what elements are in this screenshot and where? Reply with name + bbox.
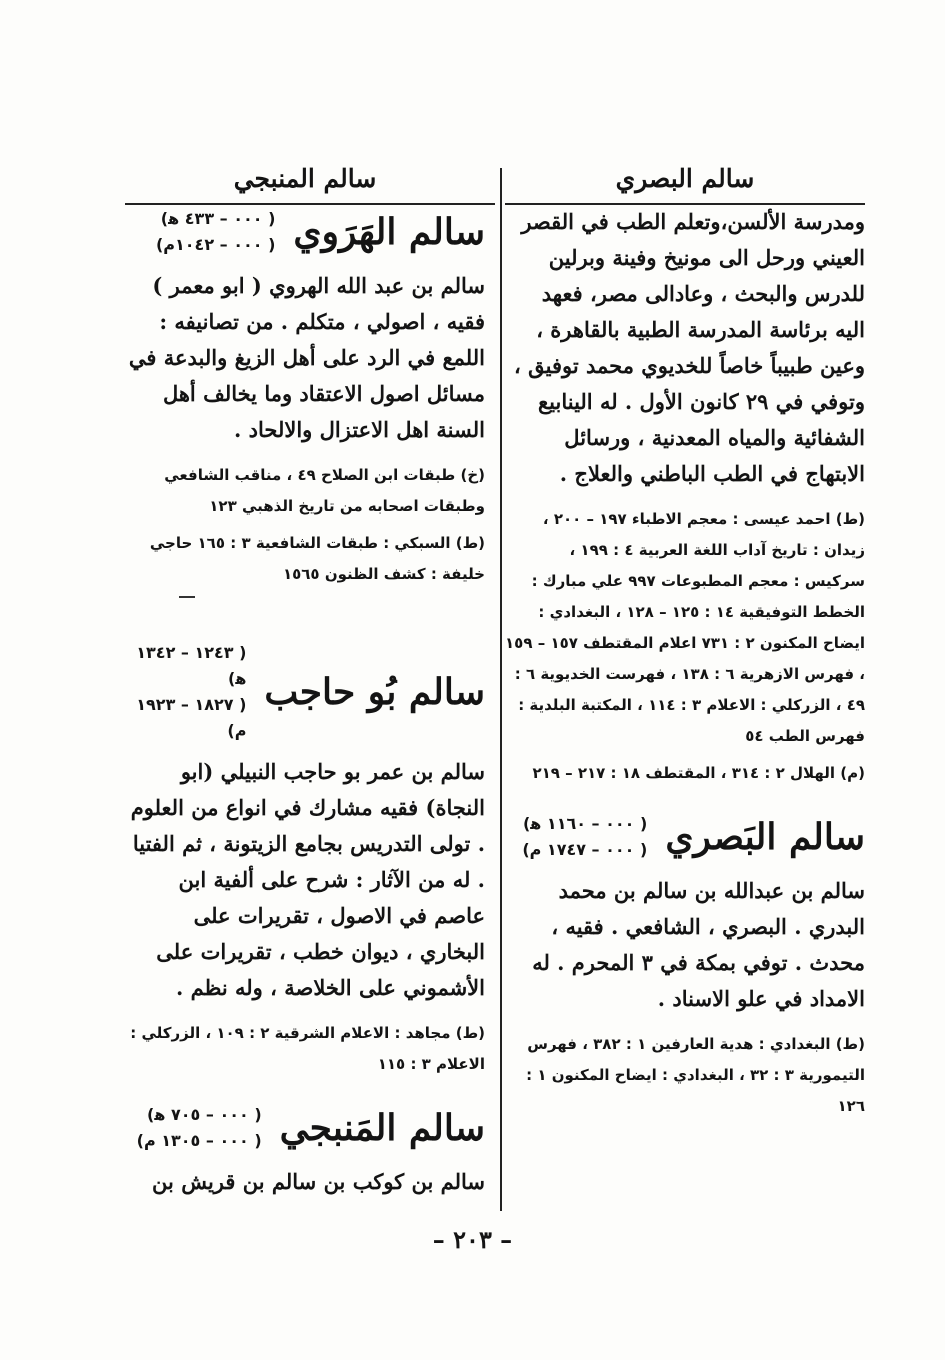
entry-references: [125, 1018, 485, 1080]
entry-body: سالم بن عمر بو حاجب النبيلي (ابو النجاة) فقيه مشارك في انواع من العلوم . تولى التدريس بجامع الزيتونة ، ثم الفتيا . له من الآثار : شرح على ألفية ابن عاصم في الاصول ، تقريرات على البخاري ، ديوان خطب ، تقريرات على الأشموني على الخلاصة ، وله نظم .: [130, 759, 485, 1000]
entry-title: سالم بُو حاجب: [264, 671, 485, 713]
spacer: [505, 795, 865, 805]
entry-dates: [156, 206, 275, 258]
entry-heading: [125, 1102, 485, 1154]
entry-salim-al-harawi: [125, 206, 485, 598]
entry-title: سالم البَصري: [665, 816, 865, 858]
entry-heading: [125, 640, 485, 744]
reference-printed: (ط) البغدادي : هدية العارفين ١ : ٣٨٢ ، فهرس التيمورية ٣ : ٣٢ ، البغدادي : ايضاح المكنون ١ : ١٢٦: [526, 1035, 865, 1115]
running-head-right: سالم البصري: [615, 164, 755, 193]
entry-salim-bu-hajib: [125, 640, 485, 1080]
spacer: [125, 598, 485, 634]
spacer: [125, 1086, 485, 1096]
date-gregorian: ( ٠٠٠ – ١٧٤٧ م): [522, 840, 648, 859]
date-gregorian: ( ٠٠٠ – ١٣٠٥ م): [136, 1131, 262, 1150]
reference-printed: (ط) احمد عيسى : معجم الاطباء ١٩٧ – ٢٠٠ ، زيدان : تاريخ آداب اللغة العربية ٤ : ١٩٩ ، سركيس : معجم المطبوعات ٩٩٧ علي مبارك : الخطط التوفيقية ١٤ : ١٢٥ – ١٢٨ ، البغدادي : ايضاح المكنون ٢ : ٧٣١ اعلام المقتطف ١٥٧ – ١٥٩ ، فهرس الازهرية ٦ : ١٣٨ ، فهرست الخديوية ٦ : ٤٩ ، الزركلي : الاعلام ٣ : ١١٤ ، المكتبة البلدية : فهرس الطب ٥٤: [505, 510, 865, 745]
entry-salim-al-manbiji: [125, 1102, 485, 1200]
entry-dates: [522, 811, 647, 863]
entry-continuation-text: ومدرسة الألسن،وتعلم الطب في القصر العيني ورحل الى مونيخ وفينة وبرلين للدرس والبحث ، وعادالى مصر، فعهد اليه برئاسة المدرسة الطبية بالقاهرة ، وعين طبيباً خاصاً للخديوي محمد توفيق ، وتوفي في ٢٩ كانون الأول . له الينابيع الشفائية والمياه المعدنية ، ورسائل الابتهاج في الطب الباطني والعلاج .: [514, 209, 865, 486]
right-column: [505, 150, 865, 1128]
entry-title: سالم المَنبجي: [279, 1107, 485, 1149]
page-number: – ٢٠٣ –: [432, 1225, 513, 1254]
entry-references: [125, 460, 485, 590]
reference-periodicals: (م) الهلال ٢ : ٣١٤ ، المقتطف ١٨ : ٢١٧ – ٢١٩: [532, 764, 865, 782]
entry-body: سالم بن كوكب بن سالم بن قريش بن: [152, 1169, 485, 1194]
running-head-left: سالم المنبجي: [233, 164, 377, 193]
date-gregorian: ( ٠٠٠ – ١٠٤٢م): [155, 235, 276, 254]
entry-dates: [125, 640, 246, 744]
entry-continuation-references: [505, 504, 865, 789]
date-hijri: ( ١٢٤٣ – ١٣٤٢ ﻫ): [136, 643, 247, 688]
entry-references: [505, 1029, 865, 1122]
entry-body: سالم بن عبد الله الهروي ( ابو معمر ) فقيه ، اصولي ، متكلم . من تصانيفه : اللمع في الرد على أهل الزيغ والبدعة في مسائل اصول الاعتقاد وما يخالف أهل السنة اهل الاعتزال والالحاد .: [128, 273, 485, 442]
date-hijri: ( ٠٠٠ – ٧٠٥ ﻫ): [147, 1105, 262, 1124]
entry-title: سالم الهَرَوي: [293, 211, 485, 253]
reference-printed: (ط) مجاهد : الاعلام الشرقية ٢ : ١٠٩ ، الزركلي : الاعلام ٣ : ١١٥: [130, 1024, 485, 1073]
entry-body: سالم بن عبدالله بن سالم بن محمد البدري . البصري ، الشافعي . فقيه ، محدث . توفي بمكة في ٣ المحرم . له الامداد في علو الاسناد .: [532, 878, 865, 1011]
column-divider: [500, 168, 502, 1211]
date-hijri: ( ٠٠٠ – ١١٦٠ ﻫ): [522, 814, 648, 833]
reference-manuscripts: (خ) طبقات ابن الصلاح ٤٩ ، مناقب الشافعي وطبقات اصحابه من تاريخ الذهبي ١٢٣: [164, 466, 485, 515]
entry-heading: [505, 811, 865, 863]
entry-heading: [125, 206, 485, 258]
entry-dates: [137, 1102, 262, 1154]
entry-salim-al-basri: [505, 811, 865, 1122]
reference-printed: (ط) السبكي : طبقات الشافعية ٣ : ١٦٥ حاجي خليفة : كشف الظنون ١٥٦٥: [149, 534, 485, 583]
left-column: [125, 150, 485, 1200]
date-gregorian: ( ١٨٢٧ – ١٩٢٣ م): [136, 695, 247, 740]
date-hijri: ( ٠٠٠ – ٤٣٣ ﻫ): [160, 209, 276, 228]
